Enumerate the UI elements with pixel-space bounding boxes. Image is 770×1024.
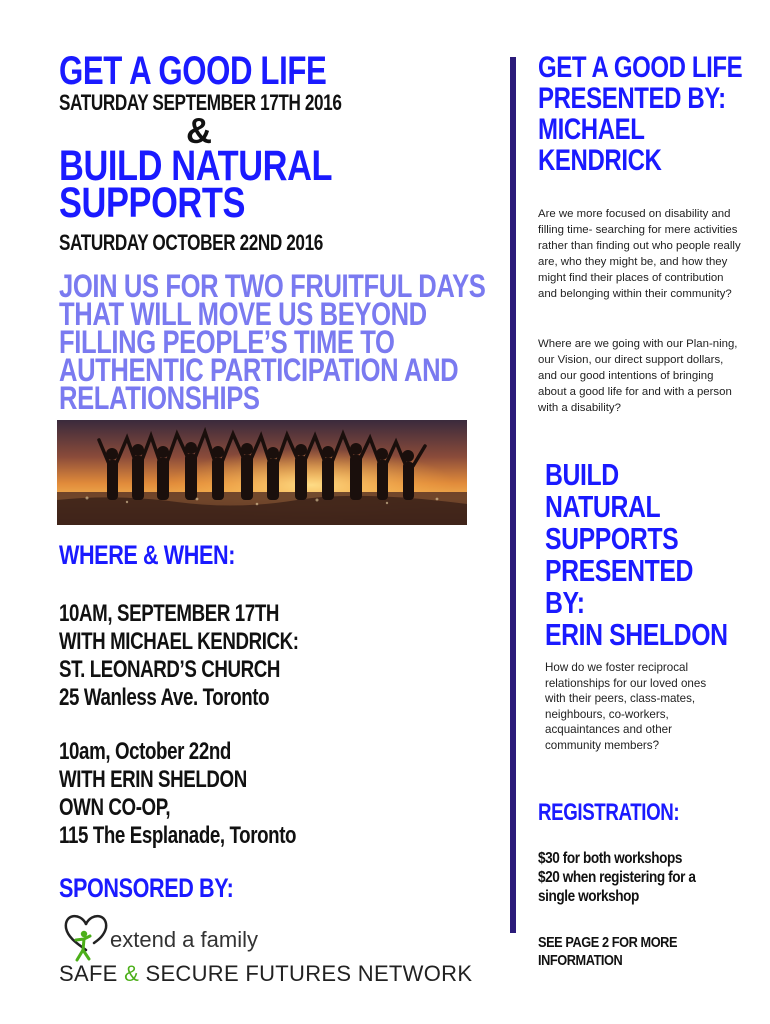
sunset-group-photo	[57, 420, 467, 525]
see-page-2-note	[538, 934, 677, 970]
presenter-heading-line: PRESENTED	[545, 553, 693, 588]
good-life-presenter-heading	[538, 52, 742, 176]
presenter-heading-line: NATURAL	[545, 489, 661, 524]
presenter-heading-line: PRESENTED BY:	[538, 82, 726, 115]
network-ampersand: &	[124, 961, 140, 986]
natural-supports-presenter-heading	[545, 459, 728, 651]
presenter-heading-line: GET A GOOD LIFE	[538, 51, 743, 84]
natural-supports-description: How do we foster reciprocal relationships for our loved ones with their peers, class-mates, neighbours, co-workers, acquaintances and other community members?	[545, 661, 707, 752]
heart-person-logo-icon	[62, 910, 110, 962]
column-divider	[510, 57, 516, 933]
event2-title-line: SUPPORTS	[59, 179, 246, 227]
event1-title: GET A GOOD LIFE	[59, 49, 327, 93]
presenter-heading-line: BY:	[545, 585, 585, 620]
tagline-line: FILLING PEOPLE’S TIME TO	[59, 324, 395, 360]
event2-date: SATURDAY OCTOBER 22ND 2016	[59, 230, 323, 255]
registration-heading: REGISTRATION:	[538, 799, 680, 826]
event1-detail-line: 10AM, SEPTEMBER 17TH	[59, 600, 280, 627]
network-part2: SECURE FUTURES NETWORK	[139, 961, 473, 986]
event2-detail-line: OWN CO-OP,	[59, 794, 171, 821]
event2-title-line: BUILD NATURAL	[59, 142, 333, 190]
event1-details	[59, 600, 299, 712]
event1-detail-line: WITH MICHAEL KENDRICK:	[59, 628, 299, 655]
event1-detail-line: ST. LEONARD’S CHURCH	[59, 656, 281, 683]
tagline-line: THAT WILL MOVE US BEYOND	[59, 296, 427, 332]
fee-line: $20 when registering for a	[538, 869, 696, 886]
note-line: SEE PAGE 2 FOR MORE	[538, 934, 678, 951]
network-name	[59, 961, 472, 987]
presenter-heading-line: BUILD	[545, 457, 619, 492]
event1-detail-line: 25 Wanless Ave. Toronto	[59, 684, 270, 711]
ampersand: &	[186, 110, 212, 151]
tagline-line: RELATIONSHIPS	[59, 380, 260, 416]
presenter-heading-line: KENDRICK	[538, 144, 662, 177]
event2-detail-line: WITH ERIN SHELDON	[59, 766, 247, 793]
event2-title	[59, 142, 333, 227]
presenter-heading-line: ERIN SHELDON	[545, 617, 728, 652]
good-life-description-1: Are we more focused on disability and filling time- searching for mere activities rather than finding out who people really are, who they might be, and how they might find their places of contribution and belonging within their community?	[538, 208, 741, 300]
sponsored-by-heading: SPONSORED BY:	[59, 873, 234, 903]
presenter-heading-line: SUPPORTS	[545, 521, 679, 556]
registration-fees	[538, 849, 695, 906]
event1-date: SATURDAY SEPTEMBER 17TH 2016	[59, 90, 342, 115]
tagline-line: JOIN US FOR TWO FRUITFUL DAYS	[59, 268, 486, 304]
good-life-description-2: Where are we going with our Plan-ning, our Vision, our direct support dollars, and our good intentions of bringing about a good life for and with a person with a disability?	[538, 338, 738, 414]
event2-detail-line: 115 The Esplanade, Toronto	[59, 822, 297, 849]
event2-details	[59, 738, 296, 850]
where-when-heading: WHERE & WHEN:	[59, 540, 235, 570]
join-us-tagline	[59, 268, 486, 416]
logo-wordmark: extend a family	[110, 927, 258, 952]
tagline-line: AUTHENTIC PARTICIPATION AND	[59, 352, 459, 388]
presenter-heading-line: MICHAEL	[538, 113, 645, 146]
fee-line: single workshop	[538, 888, 639, 905]
network-part1: SAFE	[59, 961, 125, 986]
note-line: INFORMATION	[538, 952, 623, 969]
fee-line: $30 for both workshops	[538, 850, 683, 867]
event2-detail-line: 10am, October 22nd	[59, 738, 231, 765]
